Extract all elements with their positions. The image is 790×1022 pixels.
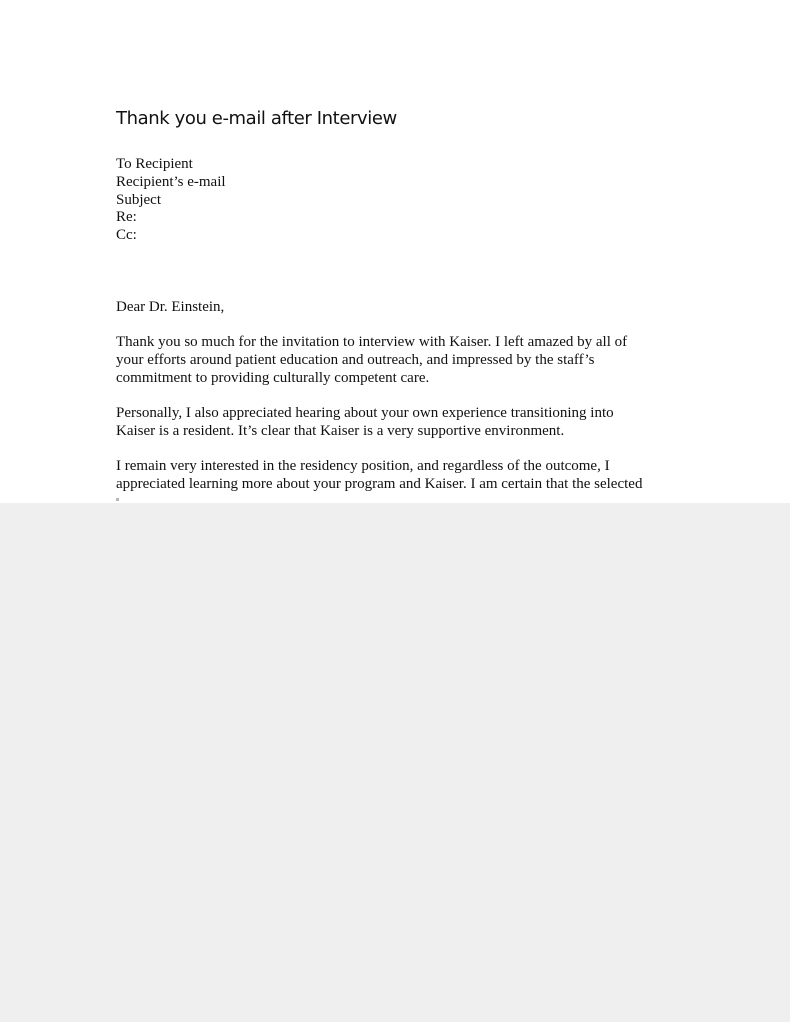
paragraph-3 <box>116 457 676 493</box>
preview-cutoff-area <box>0 503 790 1022</box>
paragraph-line: Thank you so much for the invitation to interview with Kaiser. I left amazed by all of <box>116 334 628 350</box>
truncation-mark <box>116 498 119 501</box>
header-line-cc: Cc: <box>116 227 137 244</box>
header-line-subject: Subject <box>116 191 161 208</box>
paragraph-line: commitment to providing culturally competent care. <box>116 370 430 386</box>
paragraph-2 <box>116 404 676 440</box>
header-line-recipient-email: Recipient’s e-mail <box>116 173 226 190</box>
header-line-to: To Recipient <box>116 156 193 172</box>
salutation: Dear Dr. Einstein, <box>116 299 225 315</box>
paragraph-line: your efforts around patient education and outreach, and impressed by the staff’s <box>116 352 595 368</box>
paragraph-line: I remain very interested in the residency position, and regardless of the outcome, I <box>116 458 610 474</box>
paragraph-1 <box>116 333 676 387</box>
email-header-block <box>116 156 226 245</box>
document-title: Thank you e-mail after Interview <box>116 108 397 129</box>
paragraph-line: Kaiser is a resident. It’s clear that Kaiser is a very supportive environment. <box>116 423 565 439</box>
paragraph-line: appreciated learning more about your program and Kaiser. I am certain that the selected <box>116 476 643 492</box>
paragraph-line: Personally, I also appreciated hearing about your own experience transitioning into <box>116 405 614 421</box>
header-line-re: Re: <box>116 209 137 226</box>
